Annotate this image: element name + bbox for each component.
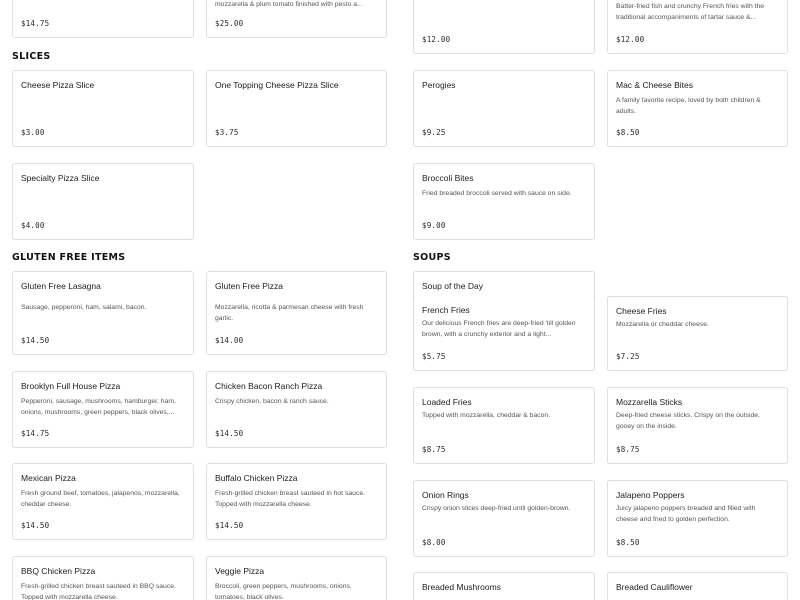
menu-item-card[interactable] — [206, 556, 387, 600]
item-price: $14.50 — [21, 336, 50, 345]
item-price: $4.00 — [21, 221, 45, 230]
menu-item-card[interactable] — [607, 387, 788, 464]
item-description: Mozzarella or cheddar cheese. — [616, 321, 709, 328]
item-description: Fresh-grilled chicken breast sauteed in BBQ sauce. Topped with mozzarella cheese. — [21, 583, 176, 600]
item-name: Brooklyn Full House Pizza — [21, 381, 121, 391]
item-name: Mozzarella Sticks — [616, 397, 683, 407]
item-description: Fresh-grilled chicken breast sauteed in hot sauce. Topped with mozzarella cheese. — [215, 490, 365, 508]
item-name: Onion Rings — [422, 490, 469, 500]
item-name: Loaded Fries — [422, 397, 472, 407]
item-description: Broccoli, green peppers, mushrooms, onions, tomatoes, black olives. — [215, 583, 352, 600]
item-price: $14.50 — [215, 429, 244, 438]
menu-item-card[interactable] — [413, 572, 595, 600]
menu-item-card[interactable] — [607, 70, 788, 147]
menu-item-card[interactable] — [12, 0, 194, 38]
item-price: $14.75 — [21, 19, 50, 28]
menu-item-card[interactable] — [12, 163, 194, 240]
item-price: $9.25 — [422, 128, 446, 137]
menu-item-card[interactable] — [12, 463, 194, 540]
item-name: Mac & Cheese Bites — [616, 80, 694, 90]
menu-item-card[interactable] — [12, 271, 194, 355]
menu-item-card[interactable] — [413, 70, 595, 147]
item-name: BBQ Chicken Pizza — [21, 566, 96, 576]
menu-item-card[interactable] — [12, 556, 194, 600]
item-description: Crispy chicken, bacon & ranch sauce. — [215, 398, 329, 405]
item-name: Breaded Mushrooms — [422, 582, 501, 592]
item-price: $12.00 — [422, 35, 451, 44]
item-name: French Fries — [422, 305, 470, 315]
item-name: Jalapeno Poppers — [616, 490, 685, 500]
item-name: Cheese Pizza Slice — [21, 80, 95, 90]
item-name: Breaded Cauliflower — [616, 582, 693, 592]
menu-item-card[interactable] — [12, 371, 194, 448]
item-description: Deep-fried cheese sticks. Crispy on the outside, gooey on the inside. — [616, 412, 760, 430]
item-price: $14.00 — [215, 336, 244, 345]
menu-item-card[interactable] — [413, 480, 595, 557]
item-description: Batter-fried fish and crunchy French fries with the traditional accompaniments of tartar sauce &... — [616, 3, 765, 21]
item-description: mozzarella & plum tomato finished with pesto a... — [215, 1, 363, 8]
item-price: $8.75 — [422, 445, 446, 454]
item-name: Specialty Pizza Slice — [21, 173, 100, 183]
item-description: Fresh ground beef, tomatoes, jalapenos, mozzarella, cheddar cheese. — [21, 490, 180, 508]
menu-item-card[interactable] — [607, 0, 788, 54]
menu-item-card[interactable] — [206, 463, 387, 540]
item-price: $12.00 — [616, 35, 645, 44]
item-price: $14.75 — [21, 429, 50, 438]
item-name: Perogies — [422, 80, 456, 90]
item-description: A family favorite recipe, loved by both children & adults. — [616, 97, 761, 115]
item-price: $8.00 — [422, 538, 446, 547]
item-name: Cheese Fries — [616, 306, 667, 316]
item-name: Gluten Free Lasagna — [21, 281, 101, 291]
menu-item-card[interactable] — [607, 480, 788, 557]
item-name: Buffalo Chicken Pizza — [215, 473, 298, 483]
item-price: $8.50 — [616, 128, 640, 137]
item-description: Topped with mozzarella, cheddar & bacon. — [422, 412, 551, 419]
menu-item-card[interactable] — [607, 296, 788, 371]
menu-item-card[interactable] — [206, 371, 387, 448]
section-title-gluten-free: GLUTEN FREE ITEMS — [12, 252, 126, 263]
item-price: $3.00 — [21, 128, 45, 137]
item-description: Sausage, pepperoni, ham, salami, bacon. — [21, 304, 147, 311]
item-price: $25.00 — [215, 19, 244, 28]
item-name: Broccoli Bites — [422, 173, 474, 183]
item-price: $5.75 — [422, 352, 446, 361]
section-title-soups: SOUPS — [413, 252, 451, 263]
section-title-slices: SLICES — [12, 51, 51, 62]
item-description: Our delicious French fries are deep-fried 'till golden brown, with a crunchy exterior and a light... — [422, 320, 576, 338]
item-price: $8.75 — [616, 445, 640, 454]
item-price: $14.50 — [21, 521, 50, 530]
item-name: Soup of the Day — [422, 281, 483, 291]
item-name: Chicken Bacon Ranch Pizza — [215, 381, 323, 391]
item-description: Fried breaded broccoli served with sauce on side. — [422, 190, 572, 197]
item-name: Veggie Pizza — [215, 566, 265, 576]
item-description: Mozzarella, ricotta & parmesan cheese with fresh garlic. — [215, 304, 364, 322]
item-name: Mexican Pizza — [21, 473, 76, 483]
item-price: $8.50 — [616, 538, 640, 547]
menu-item-card[interactable] — [413, 0, 595, 54]
menu-item-card[interactable] — [206, 0, 387, 38]
menu-item-card[interactable] — [206, 271, 387, 355]
item-description: Juicy jalapeno poppers breaded and filled with cheese and fried to golden perfection. — [616, 505, 756, 523]
menu-item-card[interactable] — [413, 163, 595, 240]
item-name: One Topping Cheese Pizza Slice — [215, 80, 339, 90]
item-description: Crispy onion slices deep-fried until golden-brown. — [422, 505, 571, 512]
item-price: $3.75 — [215, 128, 239, 137]
menu-item-card[interactable] — [413, 296, 595, 371]
menu-item-card[interactable] — [206, 70, 387, 147]
menu-item-card[interactable] — [413, 387, 595, 464]
menu-item-card[interactable] — [12, 70, 194, 147]
menu-item-card[interactable] — [607, 572, 788, 600]
item-price: $14.50 — [215, 521, 244, 530]
item-name: Gluten Free Pizza — [215, 281, 284, 291]
item-description: Pepperoni, sausage, mushrooms, hamburger, ham, onions, mushrooms, green peppers, black olives,... — [21, 398, 176, 416]
item-price: $7.25 — [616, 352, 640, 361]
item-price: $9.00 — [422, 221, 446, 230]
